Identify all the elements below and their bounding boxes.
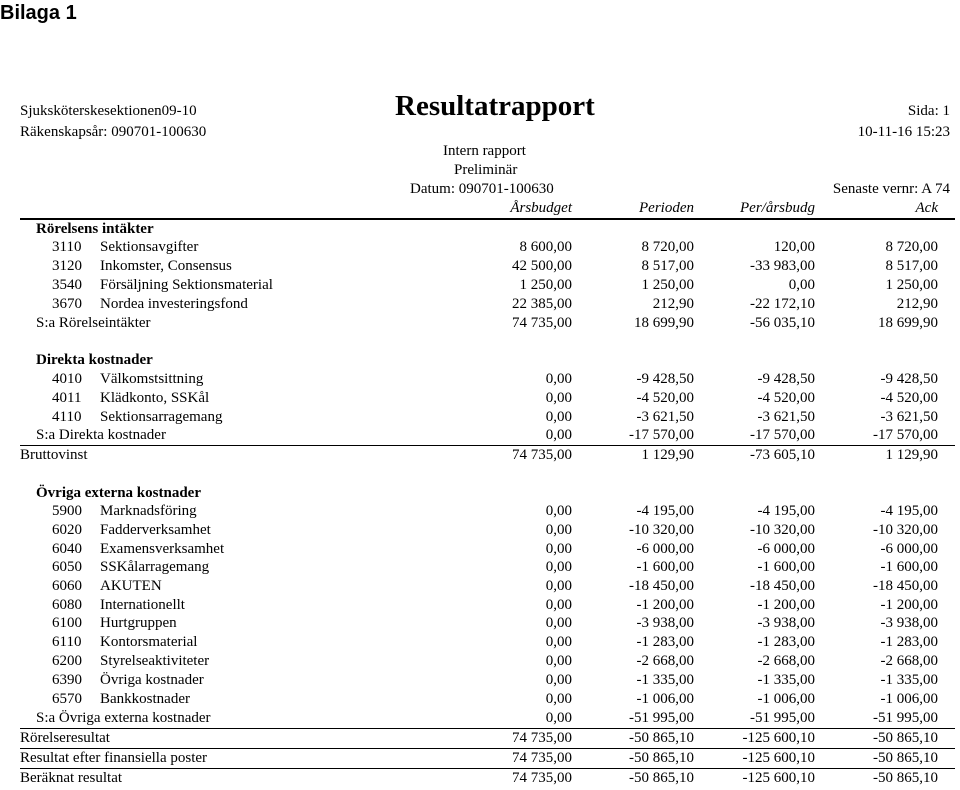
account-name: Försäljning Sektionsmaterial xyxy=(100,277,273,293)
budget-value: 0,00 xyxy=(545,653,572,669)
account-number: 4110 xyxy=(52,409,82,425)
account-number: 3670 xyxy=(52,296,82,312)
budget-value: 74 735,00 xyxy=(512,770,572,786)
column-header-period: Perioden xyxy=(639,200,694,216)
accumulated-value: -50 865,10 xyxy=(873,730,938,746)
period-value: 1 129,90 xyxy=(641,447,694,463)
per-budget-value: -125 600,10 xyxy=(742,770,815,786)
subtotal-label: S:a Övriga externa kostnader xyxy=(36,710,211,726)
subtotal-row xyxy=(0,710,960,729)
period-value: -50 865,10 xyxy=(629,770,694,786)
period-value: -17 570,00 xyxy=(629,427,694,443)
section-heading xyxy=(0,352,960,371)
accumulated-value: -1 335,00 xyxy=(880,672,938,688)
budget-value: 0,00 xyxy=(545,710,572,726)
period-value: -9 428,50 xyxy=(636,371,694,387)
account-number: 3120 xyxy=(52,258,82,274)
table-row xyxy=(0,522,960,541)
per-budget-value: -22 172,10 xyxy=(750,296,815,312)
accumulated-value: 212,90 xyxy=(896,296,938,312)
period-value: -51 995,00 xyxy=(629,710,694,726)
period-value: 18 699,90 xyxy=(634,315,694,331)
period-value: 8 517,00 xyxy=(641,258,694,274)
subtotal-row xyxy=(0,427,960,446)
section-title: Övriga externa kostnader xyxy=(36,485,201,501)
table-row xyxy=(0,541,960,560)
report-status: Preliminär xyxy=(454,162,518,178)
table-row xyxy=(0,371,960,390)
budget-value: 74 735,00 xyxy=(512,750,572,766)
account-number: 6080 xyxy=(52,597,82,613)
print-timestamp: 10-11-16 15:23 xyxy=(857,124,950,140)
budget-value: 74 735,00 xyxy=(512,447,572,463)
period-value: -4 195,00 xyxy=(636,503,694,519)
accumulated-value: 8 720,00 xyxy=(885,239,938,255)
account-number: 6040 xyxy=(52,541,82,557)
account-name: Internationellt xyxy=(100,597,185,613)
account-name: Välkomstsittning xyxy=(100,371,204,387)
accumulated-value: -6 000,00 xyxy=(880,541,938,557)
table-row xyxy=(0,634,960,653)
account-number: 3110 xyxy=(52,239,82,255)
header-rule xyxy=(20,218,955,220)
period-value: -50 865,10 xyxy=(629,750,694,766)
per-budget-value: -1 006,00 xyxy=(757,691,815,707)
account-number: 6100 xyxy=(52,615,82,631)
table-row xyxy=(0,409,960,428)
accumulated-value: -4 520,00 xyxy=(880,390,938,406)
per-budget-value: -4 195,00 xyxy=(757,503,815,519)
per-budget-value: -73 605,10 xyxy=(750,447,815,463)
accumulated-value: 1 129,90 xyxy=(885,447,938,463)
period-value: 212,90 xyxy=(652,296,694,312)
account-number: 5900 xyxy=(52,503,82,519)
account-number: 6050 xyxy=(52,559,82,575)
per-budget-value: -125 600,10 xyxy=(742,730,815,746)
accumulated-value: -9 428,50 xyxy=(880,371,938,387)
per-budget-value: -17 570,00 xyxy=(750,427,815,443)
account-number: 6110 xyxy=(52,634,82,650)
account-name: Fadderverksamhet xyxy=(100,522,211,538)
page-number: Sida: 1 xyxy=(907,103,950,119)
period-value: -1 200,00 xyxy=(636,597,694,613)
accumulated-value: -51 995,00 xyxy=(873,710,938,726)
account-name: Hurtgruppen xyxy=(100,615,177,631)
table-row xyxy=(0,653,960,672)
accumulated-value: -2 668,00 xyxy=(880,653,938,669)
per-budget-value: -18 450,00 xyxy=(750,578,815,594)
row-rule xyxy=(20,445,955,446)
accumulated-value: -1 006,00 xyxy=(880,691,938,707)
period-value: -6 000,00 xyxy=(636,541,694,557)
accumulated-value: -1 200,00 xyxy=(880,597,938,613)
period-value: -1 006,00 xyxy=(636,691,694,707)
row-rule xyxy=(20,748,955,749)
budget-value: 0,00 xyxy=(545,427,572,443)
per-budget-value: -125 600,10 xyxy=(742,750,815,766)
account-name: Examensverksamhet xyxy=(100,541,225,557)
per-budget-value: -10 320,00 xyxy=(750,522,815,538)
account-name: Styrelseaktiviteter xyxy=(100,653,210,669)
table-row xyxy=(0,277,960,296)
table-row xyxy=(0,239,960,258)
budget-value: 0,00 xyxy=(545,503,572,519)
attachment-label: Bilaga 1 xyxy=(0,2,77,24)
total-label: Rörelseresultat xyxy=(20,730,110,746)
account-name: Klädkonto, SSKål xyxy=(100,390,210,406)
report-title: Resultatrapport xyxy=(395,90,595,122)
accumulated-value: -10 320,00 xyxy=(873,522,938,538)
subtotal-row xyxy=(0,315,960,334)
total-row xyxy=(0,730,960,749)
period-value: -1 600,00 xyxy=(636,559,694,575)
period-value: -10 320,00 xyxy=(629,522,694,538)
account-name: Sektionsarragemang xyxy=(100,409,223,425)
table-row xyxy=(0,559,960,578)
per-budget-value: -51 995,00 xyxy=(750,710,815,726)
budget-value: 0,00 xyxy=(545,672,572,688)
budget-value: 22 385,00 xyxy=(512,296,572,312)
account-number: 6390 xyxy=(52,672,82,688)
row-rule xyxy=(20,768,955,769)
account-name: Bankkostnader xyxy=(100,691,190,707)
accumulated-value: -3 938,00 xyxy=(880,615,938,631)
budget-value: 1 250,00 xyxy=(519,277,572,293)
per-budget-value: 120,00 xyxy=(773,239,815,255)
period-value: -3 938,00 xyxy=(636,615,694,631)
period-value: -50 865,10 xyxy=(629,730,694,746)
table-row xyxy=(0,672,960,691)
per-budget-value: -1 200,00 xyxy=(757,597,815,613)
account-name: Kontorsmaterial xyxy=(100,634,198,650)
budget-value: 0,00 xyxy=(545,634,572,650)
per-budget-value: -1 335,00 xyxy=(757,672,815,688)
section-title: Direkta kostnader xyxy=(36,352,153,368)
budget-value: 0,00 xyxy=(545,578,572,594)
period-value: -1 335,00 xyxy=(636,672,694,688)
section-heading xyxy=(0,221,960,240)
account-name: SSKålarragemang xyxy=(100,559,210,575)
section-heading xyxy=(0,485,960,504)
account-name: Nordea investeringsfond xyxy=(100,296,248,312)
period-value: -4 520,00 xyxy=(636,390,694,406)
budget-value: 0,00 xyxy=(545,541,572,557)
per-budget-value: -33 983,00 xyxy=(750,258,815,274)
budget-value: 0,00 xyxy=(545,597,572,613)
column-header-accumulated: Ack xyxy=(915,200,938,216)
period-value: -18 450,00 xyxy=(629,578,694,594)
table-row xyxy=(0,258,960,277)
table-row xyxy=(0,578,960,597)
budget-value: 0,00 xyxy=(545,409,572,425)
per-budget-value: 0,00 xyxy=(788,277,815,293)
table-row xyxy=(0,615,960,634)
period-value: -2 668,00 xyxy=(636,653,694,669)
table-row xyxy=(0,503,960,522)
table-row xyxy=(0,390,960,409)
account-number: 6060 xyxy=(52,578,82,594)
account-name: AKUTEN xyxy=(100,578,162,594)
budget-value: 0,00 xyxy=(545,691,572,707)
subtotal-label: S:a Direkta kostnader xyxy=(36,427,166,443)
total-row xyxy=(0,447,960,466)
total-row xyxy=(0,750,960,769)
account-number: 4011 xyxy=(52,390,82,406)
per-budget-value: -9 428,50 xyxy=(757,371,815,387)
account-number: 3540 xyxy=(52,277,82,293)
report-type: Intern rapport xyxy=(443,143,526,159)
per-budget-value: -56 035,10 xyxy=(750,315,815,331)
per-budget-value: -1 600,00 xyxy=(757,559,815,575)
per-budget-value: -4 520,00 xyxy=(757,390,815,406)
budget-value: 42 500,00 xyxy=(512,258,572,274)
total-label: Resultat efter finansiella poster xyxy=(20,750,208,766)
account-number: 6570 xyxy=(52,691,82,707)
account-number: 6020 xyxy=(52,522,82,538)
period-value: 1 250,00 xyxy=(641,277,694,293)
per-budget-value: -1 283,00 xyxy=(757,634,815,650)
account-name: Sektionsavgifter xyxy=(100,239,199,255)
period-value: 8 720,00 xyxy=(641,239,694,255)
accumulated-value: -50 865,10 xyxy=(873,750,938,766)
accumulated-value: 18 699,90 xyxy=(878,315,938,331)
per-budget-value: -3 938,00 xyxy=(757,615,815,631)
account-name: Marknadsföring xyxy=(100,503,197,519)
account-number: 4010 xyxy=(52,371,82,387)
column-header-per-budget: Per/årsbudg xyxy=(740,200,815,216)
budget-value: 74 735,00 xyxy=(512,730,572,746)
table-row xyxy=(0,691,960,710)
budget-value: 74 735,00 xyxy=(512,315,572,331)
report-date: Datum: 090701-100630 xyxy=(410,181,554,197)
budget-value: 8 600,00 xyxy=(519,239,572,255)
total-label: Beräknat resultat xyxy=(20,770,123,786)
section-title: Rörelsens intäkter xyxy=(36,221,154,237)
budget-value: 0,00 xyxy=(545,559,572,575)
account-number: 6200 xyxy=(52,653,82,669)
accumulated-value: -17 570,00 xyxy=(873,427,938,443)
budget-value: 0,00 xyxy=(545,390,572,406)
period-value: -1 283,00 xyxy=(636,634,694,650)
accumulated-value: -18 450,00 xyxy=(873,578,938,594)
per-budget-value: -3 621,50 xyxy=(757,409,815,425)
accumulated-value: -4 195,00 xyxy=(880,503,938,519)
per-budget-value: -2 668,00 xyxy=(757,653,815,669)
budget-value: 0,00 xyxy=(545,522,572,538)
row-rule xyxy=(20,728,955,729)
budget-value: 0,00 xyxy=(545,615,572,631)
accumulated-value: -50 865,10 xyxy=(873,770,938,786)
organization-name: Sjuksköterskesektionen09-10 xyxy=(20,103,197,119)
account-name: Inkomster, Consensus xyxy=(100,258,232,274)
budget-value: 0,00 xyxy=(545,371,572,387)
subtotal-label: S:a Rörelseintäkter xyxy=(36,315,151,331)
table-row xyxy=(0,296,960,315)
accumulated-value: -3 621,50 xyxy=(880,409,938,425)
accumulated-value: 1 250,00 xyxy=(885,277,938,293)
accumulated-value: -1 283,00 xyxy=(880,634,938,650)
accumulated-value: 8 517,00 xyxy=(885,258,938,274)
table-row xyxy=(0,597,960,616)
period-value: -3 621,50 xyxy=(636,409,694,425)
per-budget-value: -6 000,00 xyxy=(757,541,815,557)
accumulated-value: -1 600,00 xyxy=(880,559,938,575)
column-header-budget: Årsbudget xyxy=(510,200,572,216)
total-row xyxy=(0,770,960,789)
last-voucher-number: Senaste vernr: A 74 xyxy=(832,181,950,197)
total-label: Bruttovinst xyxy=(20,447,88,463)
fiscal-year: Räkenskapsår: 090701-100630 xyxy=(20,124,207,140)
account-name: Övriga kostnader xyxy=(100,672,204,688)
